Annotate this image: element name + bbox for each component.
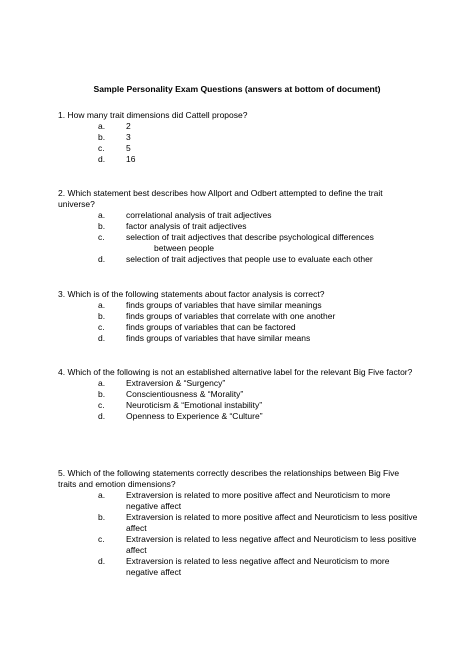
option-b xyxy=(58,311,418,322)
option-text: correlational analysis of trait adjectives xyxy=(126,210,272,220)
option-d xyxy=(58,411,418,422)
option-a xyxy=(58,121,418,132)
option-text: Extraversion is related to more positive affect and Neuroticism to more negative affect xyxy=(126,490,391,511)
option-letter: d. xyxy=(98,333,106,343)
question-text: 1. How many trait dimensions did Cattell propose? xyxy=(58,110,248,120)
option-c xyxy=(58,400,418,411)
option-c xyxy=(58,534,418,556)
option-text: 3 xyxy=(126,132,131,142)
question-text: 2. Which statement best describes how Allport and Odbert attempted to define the trait universe? xyxy=(58,188,383,209)
option-letter: a. xyxy=(98,210,106,220)
option-letter: c. xyxy=(98,232,105,242)
option-letter: b. xyxy=(98,389,106,399)
question-5 xyxy=(58,468,418,578)
option-a xyxy=(58,490,418,512)
option-d xyxy=(58,254,418,265)
option-text: finds groups of variables that have similar meanings xyxy=(126,300,322,310)
option-d xyxy=(58,556,418,578)
option-b xyxy=(58,512,418,534)
option-text: Extraversion is related to more positive affect and Neuroticism to less positive affect xyxy=(126,512,418,533)
option-text: Neuroticism & “Emotional instability” xyxy=(126,400,263,410)
option-text: finds groups of variables that have similar means xyxy=(126,333,311,343)
question-text: 5. Which of the following statements correctly describes the relationships between Big Five traits and emotion dimensions? xyxy=(58,468,400,489)
option-text: Extraversion & “Surgency” xyxy=(126,378,226,388)
option-text: 2 xyxy=(126,121,131,131)
question-1 xyxy=(58,110,418,165)
option-letter: c. xyxy=(98,143,105,153)
option-letter: b. xyxy=(98,512,106,522)
option-letter: a. xyxy=(98,121,106,131)
option-letter: b. xyxy=(98,311,106,321)
option-text: Extraversion is related to less negative affect and Neuroticism to less positive affect xyxy=(126,534,417,555)
option-letter: c. xyxy=(98,400,105,410)
option-text: Extraversion is related to less negative affect and Neuroticism to more negative affect xyxy=(126,556,390,577)
option-letter: a. xyxy=(98,300,106,310)
option-text xyxy=(126,232,418,254)
option-text: 5 xyxy=(126,143,131,153)
option-letter: d. xyxy=(98,411,106,421)
question-text: 3. Which is of the following statements about factor analysis is correct? xyxy=(58,289,325,299)
option-letter: a. xyxy=(98,378,106,388)
question-4 xyxy=(58,367,418,422)
option-text: finds groups of variables that can be factored xyxy=(126,322,296,332)
option-letter: b. xyxy=(98,132,106,142)
option-b xyxy=(58,389,418,400)
option-text: factor analysis of trait adjectives xyxy=(126,221,247,231)
option-d xyxy=(58,154,418,165)
option-c xyxy=(58,322,418,333)
option-b xyxy=(58,132,418,143)
option-a xyxy=(58,300,418,311)
option-letter: c. xyxy=(98,322,105,332)
document-title: Sample Personality Exam Questions (answers at bottom of document) xyxy=(93,84,381,94)
option-a xyxy=(58,378,418,389)
option-text: Conscientiousness & “Morality” xyxy=(126,389,244,399)
question-3 xyxy=(58,289,418,344)
option-a xyxy=(58,210,418,221)
option-letter: d. xyxy=(98,254,106,264)
option-text-line-2: between people xyxy=(154,243,215,253)
option-letter: d. xyxy=(98,556,106,566)
option-c xyxy=(58,232,418,254)
option-letter: b. xyxy=(98,221,106,231)
question-text: 4. Which of the following is not an established alternative label for the relevant Big Five factor? xyxy=(58,367,413,377)
option-letter: d. xyxy=(98,154,106,164)
option-c xyxy=(58,143,418,154)
option-text: Openness to Experience & “Culture” xyxy=(126,411,263,421)
option-b xyxy=(58,221,418,232)
option-letter: c. xyxy=(98,534,105,544)
option-text: 16 xyxy=(126,154,136,164)
option-letter: a. xyxy=(98,490,106,500)
option-text: finds groups of variables that correlate with one another xyxy=(126,311,336,321)
question-2 xyxy=(58,188,418,265)
option-d xyxy=(58,333,418,344)
option-text-line-1: selection of trait adjectives that describe psychological differences xyxy=(126,232,374,242)
option-text: selection of trait adjectives that people use to evaluate each other xyxy=(126,254,373,264)
